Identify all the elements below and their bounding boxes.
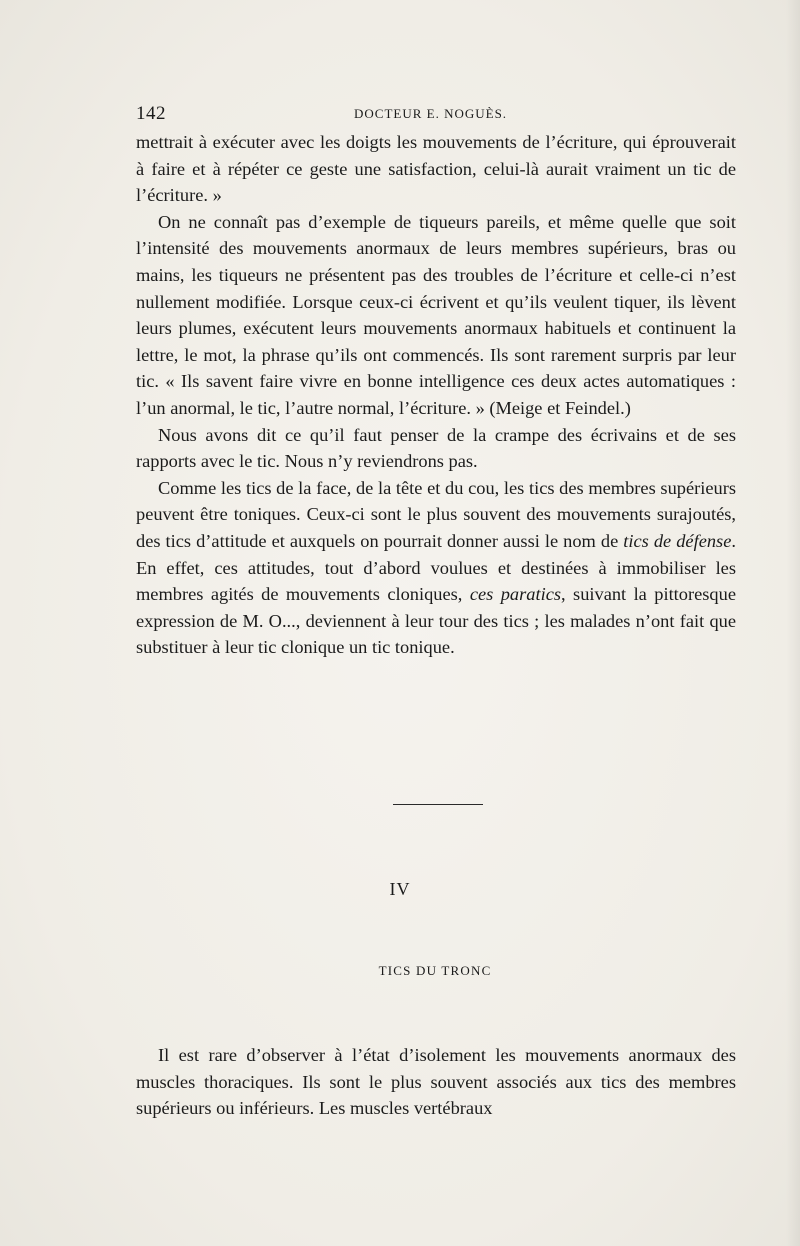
paragraph: mettrait à exécuter avec les doigts les mouvements de l’écriture, qui éprouverait à faire et à répéter ce geste une satisfaction, celui-là aurait vraiment un tic de l’écriture. » bbox=[136, 132, 736, 206]
paragraph: On ne connaît pas d’exemple de tiqueurs pareils, et même quelle que soit l’intensité des mouvements anormaux de leurs membres supérieurs, bras ou mains, les tiqueurs ne présentent pas des troubles de l’écriture et celle-ci n’est nullement modifiée. Lorsque ceux-ci écrivent et qu’ils veulent tiquer, ils lèvent leurs plumes, exécutent leurs mouvements anormaux habituels et continuent la lettre, le mot, la phrase qu’ils ont commencés. Ils sont rarement surpris par leur tic. « Ils savent faire vivre en bonne intelligence ces deux actes automatiques : l’un anormal, le tic, l’autre normal, l’écriture. » (Meige et Feindel.) bbox=[136, 211, 736, 418]
section-title: TICS DU TRONC bbox=[378, 963, 492, 978]
page-number: 142 bbox=[136, 103, 166, 124]
running-head: DOCTEUR E. NOGUÈS. bbox=[354, 106, 508, 121]
section-number: IV bbox=[389, 879, 411, 899]
page-edge-shadow bbox=[786, 0, 800, 1246]
body-text-bottom bbox=[136, 1042, 736, 1122]
page-header bbox=[136, 103, 736, 123]
italic-term: ces paratics bbox=[469, 584, 562, 605]
italic-term: tics de défense bbox=[623, 530, 732, 551]
text-run: . En effet, ces attitudes, tout d’abord voulues et destinées à immobiliser les membres agités de mouvements cloniques, bbox=[136, 530, 736, 605]
paragraph: Il est rare d’observer à l’état d’isolement les mouvements anormaux des muscles thoraciques. Ils sont le plus souvent associés aux tics des membres supérieurs ou inférieurs. Les muscles vertébraux bbox=[136, 1045, 736, 1119]
paragraph: Nous avons dit ce qu’il faut penser de la crampe des écrivains et de ses rapports avec le tic. Nous n’y reviendrons pas. bbox=[136, 424, 736, 472]
text-run: Comme les tics de la face, de la tête et du cou, les tics des membres supérieurs peuvent être toniques. Ceux-ci sont le plus souvent des mouvements surajoutés, des tics d’attitude et auxquels on pourrait donner aussi le nom de bbox=[136, 477, 736, 551]
section-divider bbox=[393, 804, 483, 805]
text-run: , suivant la pittoresque expression de M. O..., deviennent à leur tour des tics ; les malades n’ont fait que substituer à leur tic clonique un tic tonique. bbox=[136, 584, 736, 658]
body-text-top bbox=[136, 129, 736, 661]
paragraph-with-italics bbox=[136, 475, 736, 661]
